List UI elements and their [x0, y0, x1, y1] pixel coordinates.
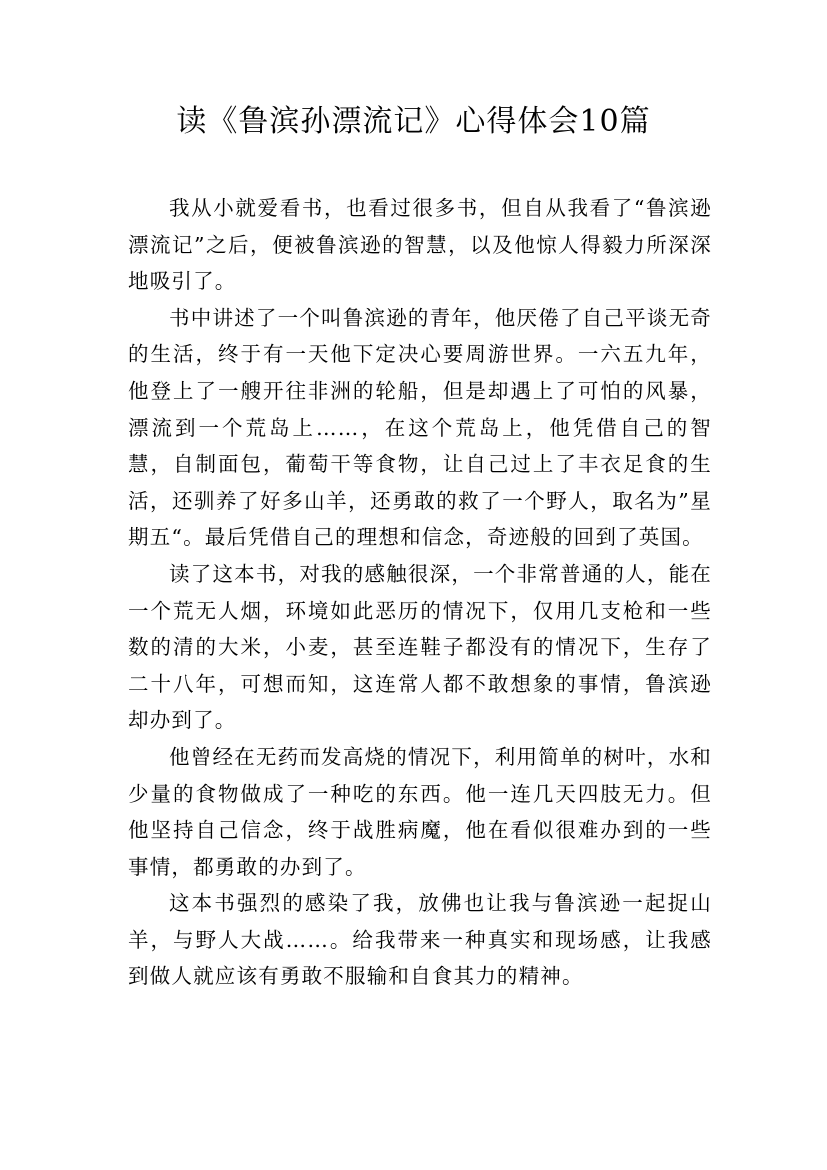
document-body [128, 190, 712, 995]
paragraph: 书中讲述了一个叫鲁滨逊的青年，他厌倦了自己平谈无奇的生活，终于有一天他下定决心要周游世界。一六五九年，他登上了一艘开往非洲的轮船，但是却遇上了可怕的风暴，漂流到一个荒岛上……，在这个荒岛上，他凭借自己的智慧，自制面包，葡萄干等食物，让自己过上了丰衣足食的生活，还驯养了好多山羊，还勇敢的救了一个野人，取名为”星期五“。最后凭借自己的理想和信念，奇迹般的回到了英国。 [128, 305, 712, 550]
document-title: 读《鲁滨孙漂流记》心得体会10篇 [176, 104, 651, 139]
paragraph: 这本书强烈的感染了我，放佛也让我与鲁滨逊一起捉山羊，与野人大战……。给我带来一种真实和现场感，让我感到做人就应该有勇敢不服输和自食其力的精神。 [128, 891, 712, 989]
paragraph: 我从小就爱看书，也看过很多书，但自从我看了“鲁滨逊漂流记”之后，便被鲁滨逊的智慧，以及他惊人得毅力所深深地吸引了。 [128, 196, 712, 294]
paragraph: 读了这本书，对我的感触很深，一个非常普通的人，能在一个荒无人烟，环境如此恶历的情况下，仅用几支枪和一些数的清的大米，小麦，甚至连鞋子都没有的情况下，生存了二十八年，可想而知，这连常人都不敢想象的事情，鲁滨逊却办到了。 [128, 561, 712, 733]
paragraph: 他曾经在无药而发高烧的情况下，利用简单的树叶，水和少量的食物做成了一种吃的东西。他一连几天四肢无力。但他坚持自己信念，终于战胜病魔，他在看似很难办到的一些事情，都勇敢的办到了。 [128, 744, 712, 879]
